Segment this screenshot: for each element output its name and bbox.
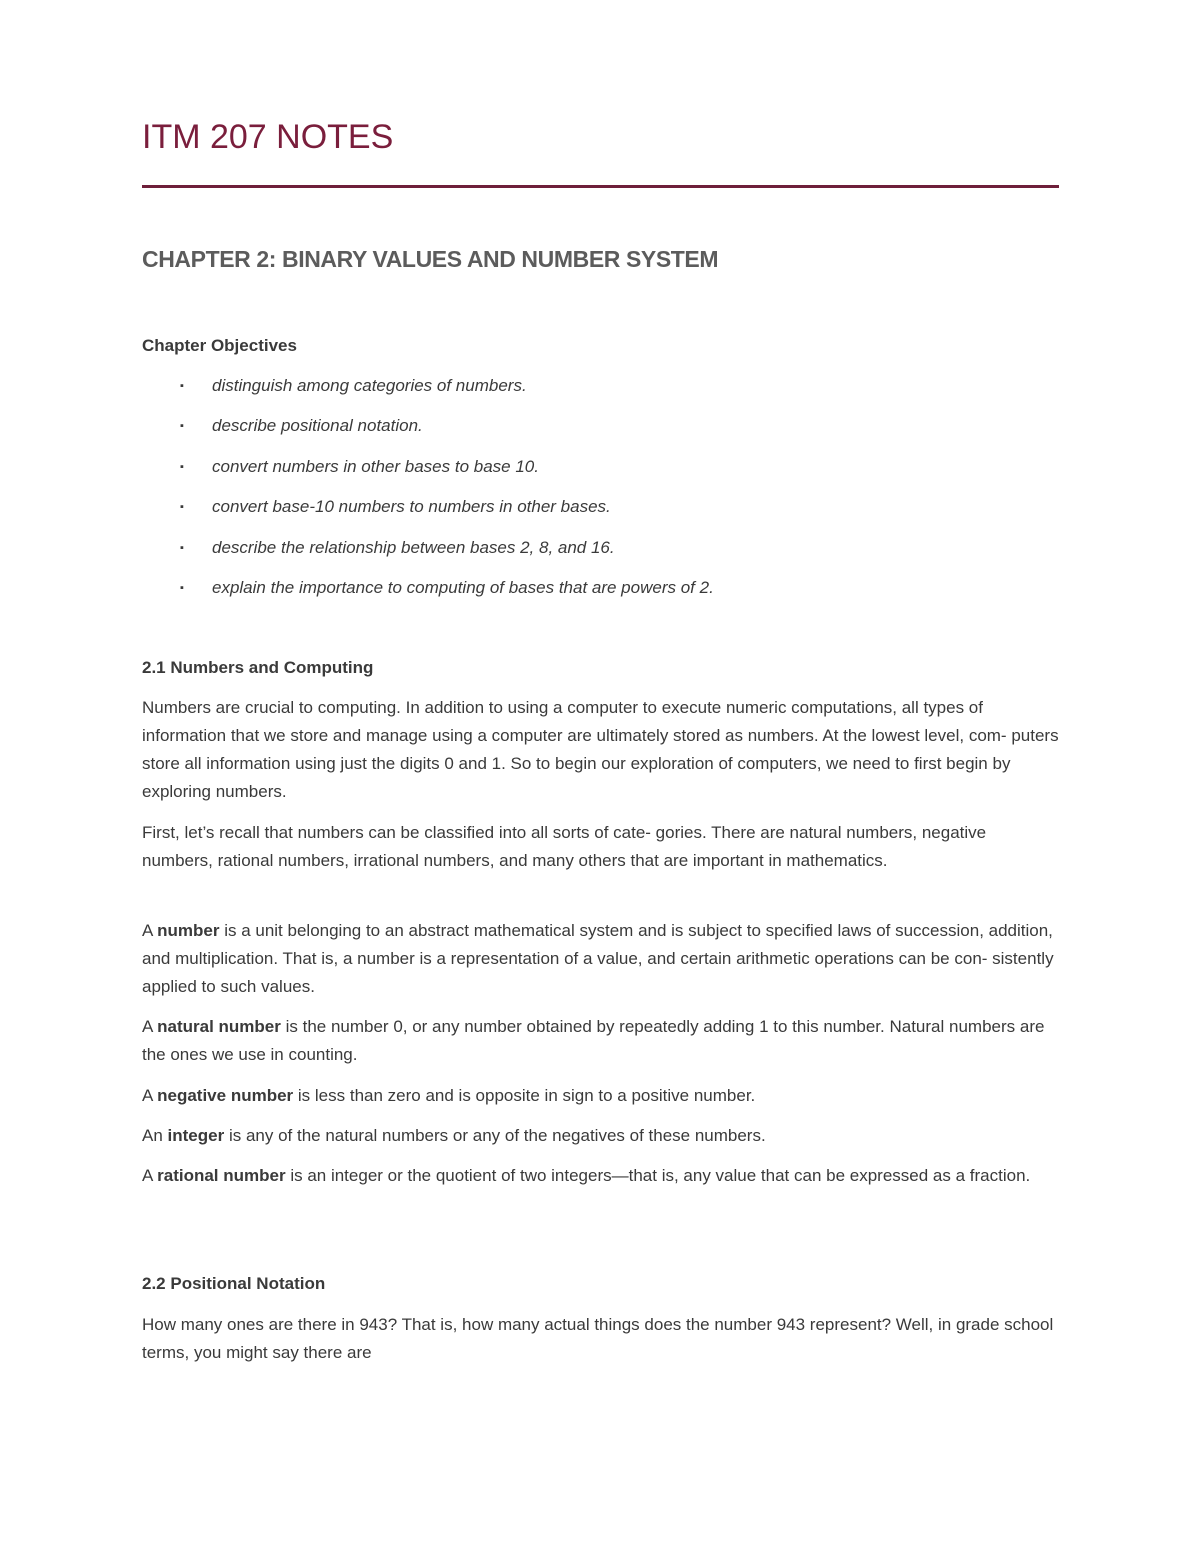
definition-rational-number [142,1162,1060,1190]
definition-lead: A [142,1166,158,1185]
objective-item [142,456,1060,496]
paragraph: First, let’s recall that numbers can be classified into all sorts of cate- gories. There are natural numbers, negative numbers, rational numbers, irrational numbers, and many others that are important in mathematics. [142,823,987,870]
paragraph: Numbers are crucial to computing. In addition to using a computer to execute numeric computations, all types of information that we store and manage using a computer are ultimately stored as numbers. At the lowest level, com- puters store all information using just the digits 0 and 1. So to begin our exploration of computers, we need to first begin by exploring numbers. [142,698,1059,801]
definition-term: rational number [157,1166,286,1185]
objective-item [142,577,1060,617]
definition-text: is a unit belonging to an abstract mathematical system and is subject to specified laws of succession, addition, and multiplication. That is, a number is a representation of a value, and certain arithmetic operations can be con- sistently applied to such values. [142,921,1054,996]
square-bullet-icon: ▪ [180,581,184,594]
document-page [142,0,1060,1553]
definition-number [142,917,1060,1001]
definition-term: integer [167,1126,225,1145]
objective-text: describe the relationship between bases 2, 8, and 16. [212,537,615,557]
definition-lead: A [142,1017,158,1036]
definition-term: natural number [157,1017,281,1036]
objective-text: convert base-10 numbers to numbers in other bases. [212,497,611,517]
objective-text: describe positional notation. [212,416,423,436]
definition-term: negative number [157,1086,294,1105]
objective-text: distinguish among categories of numbers. [212,376,527,395]
title-divider [142,185,1059,188]
objectives-list [142,375,1060,617]
section-positional-notation [142,1274,1060,1294]
definition-lead: A [142,1086,158,1105]
objective-text: explain the importance to computing of bases that are powers of 2. [212,577,714,597]
section-heading: 2.1 Numbers and Computing [142,658,374,677]
square-bullet-icon: ▪ [180,460,184,473]
objective-item [142,537,1060,577]
definition-text: is an integer or the quotient of two integers—that is, any value that can be expressed as a fraction. [285,1166,1031,1185]
objective-text: convert numbers in other bases to base 10. [212,456,539,476]
section-numbers-and-computing [142,658,1060,678]
document-title: ITM 207 NOTES [142,118,394,156]
objective-item [142,496,1060,536]
definition-integer [142,1122,1060,1150]
definition-text: is any of the natural numbers or any of the negatives of these numbers. [224,1126,766,1145]
definition-text: is the number 0, or any number obtained by repeatedly adding 1 to this number. Natural numbers are the ones we use in counting. [142,1017,1045,1064]
definition-term: number [157,921,220,940]
section-heading: 2.2 Positional Notation [142,1274,326,1293]
definition-text: is less than zero and is opposite in sign to a positive number. [293,1086,756,1105]
definition-lead: An [142,1126,168,1145]
square-bullet-icon: ▪ [180,541,184,554]
chapter-heading: CHAPTER 2: BINARY VALUES AND NUMBER SYSTEM [142,246,719,272]
square-bullet-icon: ▪ [180,420,184,433]
paragraph: How many ones are there in 943? That is, how many actual things does the number 943 represent? Well, in grade school terms, you might say there are [142,1315,1054,1362]
square-bullet-icon: ▪ [180,501,184,514]
objective-item [142,375,1060,415]
objective-item [142,415,1060,455]
objectives-heading: Chapter Objectives [142,336,297,355]
definition-lead: A [142,921,158,940]
definition-negative-number [142,1082,1060,1110]
definition-natural-number [142,1013,1060,1069]
square-bullet-icon: ▪ [180,380,184,392]
